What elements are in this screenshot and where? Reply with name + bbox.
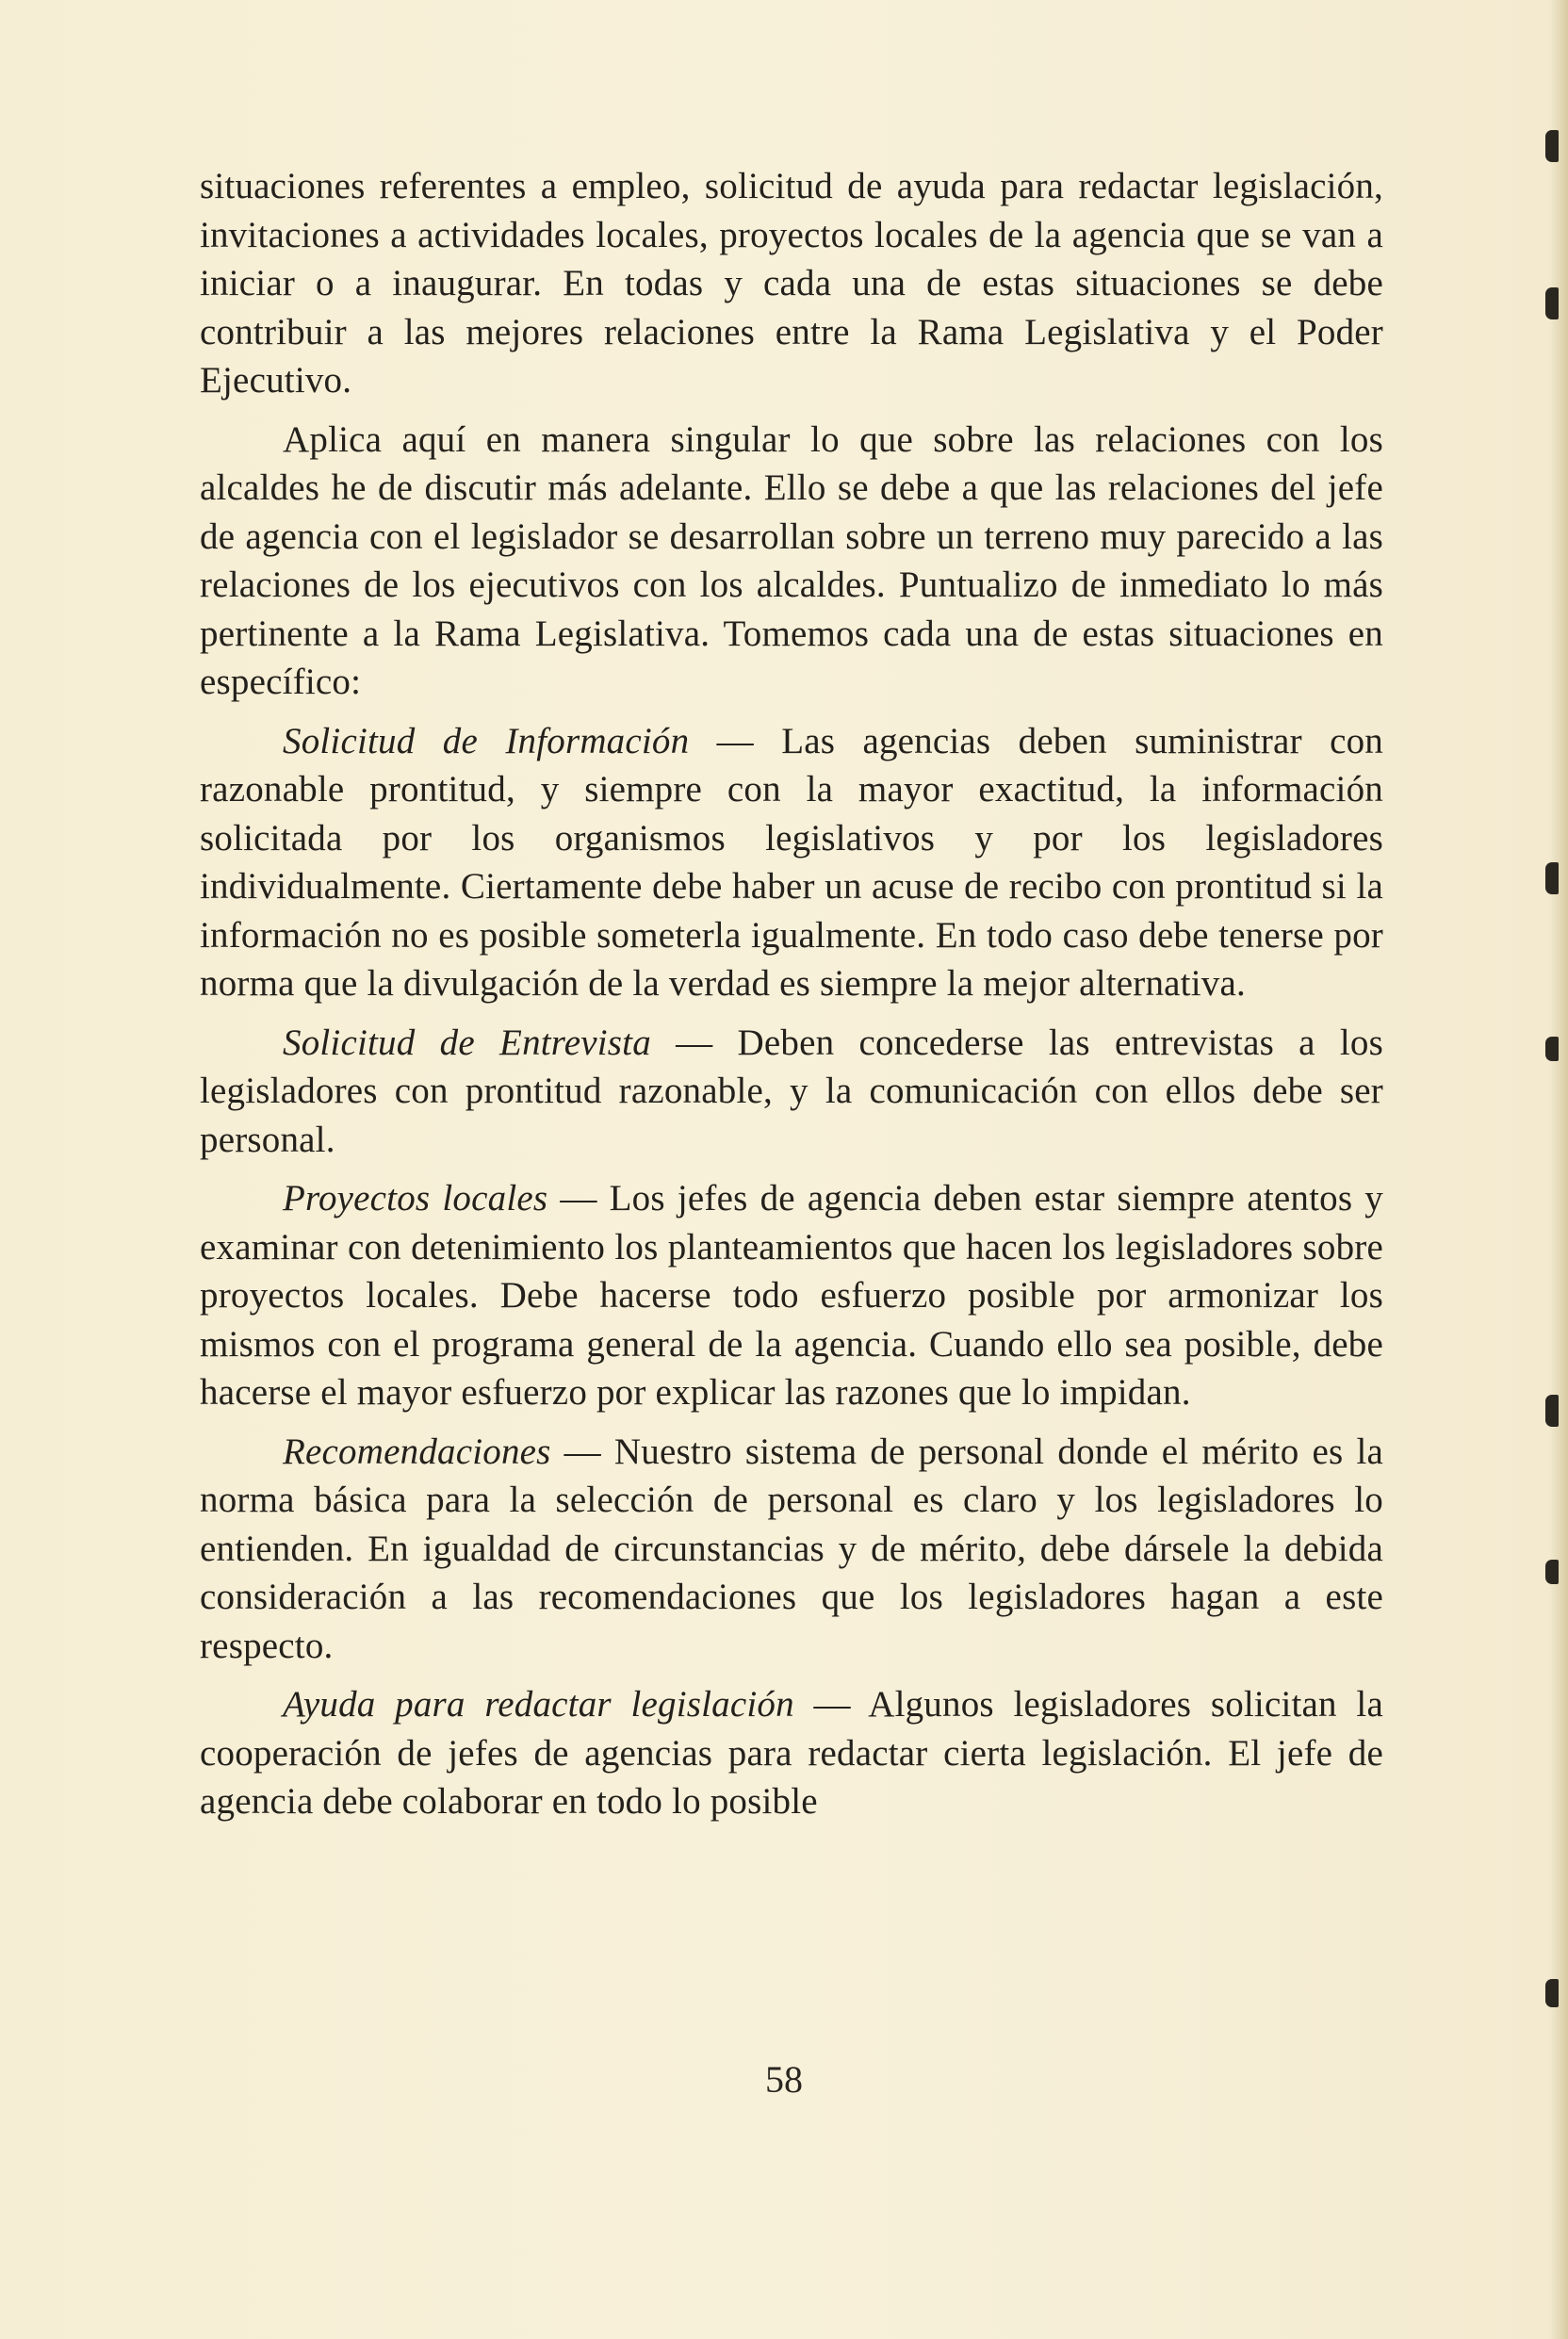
run-in-heading: Proyectos locales: [283, 1178, 548, 1219]
run-in-heading: Solicitud de Información: [283, 720, 690, 761]
paragraph-2: [200, 416, 1383, 707]
paragraph-text: Las agencias deben suministrar con razonable prontitud, y siempre con la mayor exactitud, la información solicitada por los organismos legislativos y por los legisladores individualmente. Ciertamente debe haber un acuse de recibo con prontitud si la información no es posible someterla igualmente. En todo caso debe tenerse por norma que la divulgación de la verdad es siempre la mejor alternativa.: [200, 720, 1383, 1004]
run-in-heading: Solicitud de Entrevista: [283, 1022, 651, 1063]
paragraph-text: Deben concederse las entrevistas a los legisladores con prontitud razonable, y la comunicación con ellos debe ser personal.: [200, 1022, 1383, 1160]
paragraph-1-text: situaciones referentes a empleo, solicitud de ayuda para redactar legislación, invitaciones a actividades locales, proyectos locales de la agencia que se van a iniciar o a inaugurar. En todas y cada una de estas situaciones se debe contribuir a las mejores relaciones entre la Rama Legislativa y el Poder Ejecutivo.: [200, 166, 1383, 401]
binding-hole-7: [1545, 1979, 1559, 2007]
body-text: [200, 162, 1383, 1837]
heading-separator: —: [550, 1431, 614, 1472]
run-in-heading: Recomendaciones: [283, 1431, 551, 1472]
paragraph-proyectos-locales: [200, 1174, 1383, 1417]
heading-separator: —: [689, 720, 782, 761]
heading-separator: —: [547, 1178, 610, 1219]
heading-separator: —: [793, 1684, 869, 1725]
binding-hole-4: [1545, 1037, 1559, 1061]
paragraph-solicitud-entrevista: [200, 1019, 1383, 1165]
page-number: 58: [765, 2058, 803, 2101]
binding-hole-3: [1545, 862, 1559, 894]
paragraph-1: [200, 162, 1383, 405]
run-in-heading: Ayuda para redactar legislación: [283, 1684, 794, 1725]
binding-hole-2: [1545, 287, 1559, 319]
binding-hole-5: [1545, 1395, 1559, 1427]
paragraph-solicitud-informacion: [200, 717, 1383, 1008]
binding-hole-1: [1545, 130, 1559, 162]
heading-separator: —: [650, 1022, 738, 1063]
paragraph-ayuda-legislacion: [200, 1680, 1383, 1826]
paragraph-text: Los jefes de agencia deben estar siempre atentos y examinar con detenimiento los planteamientos que hacen los legisladores sobre proyectos locales. Debe hacerse todo esfuerzo posible por armonizar los mismos con el programa general de la agencia. Cuando ello sea posible, debe hacerse el mayor esfuerzo por explicar las razones que lo impidan.: [200, 1178, 1383, 1413]
binding-hole-6: [1545, 1560, 1559, 1584]
paragraph-recomendaciones: [200, 1428, 1383, 1671]
paragraph-2-text: Aplica aquí en manera singular lo que sobre las relaciones con los alcaldes he de discutir más adelante. Ello se debe a que las relaciones del jefe de agencia con el legislador se desarrollan sobre un terreno muy parecido a las relaciones de los ejecutivos con los alcaldes. Puntualizo de inmediato lo más pertinente a la Rama Legislativa. Tomemos cada una de estas situaciones en específico:: [200, 418, 1383, 702]
paragraph-text: Nuestro sistema de personal donde el mérito es la norma básica para la selección de personal es claro y los legisladores lo entienden. En igualdad de circunstancias y de mérito, debe dársele la debida consideración a las recomendaciones que los legisladores hagan a este respecto.: [200, 1431, 1383, 1666]
paragraph-text: Algunos legisladores solicitan la cooperación de jefes de agencias para redactar cierta legislación. El jefe de agencia debe colaborar en todo lo posible: [200, 1684, 1383, 1822]
